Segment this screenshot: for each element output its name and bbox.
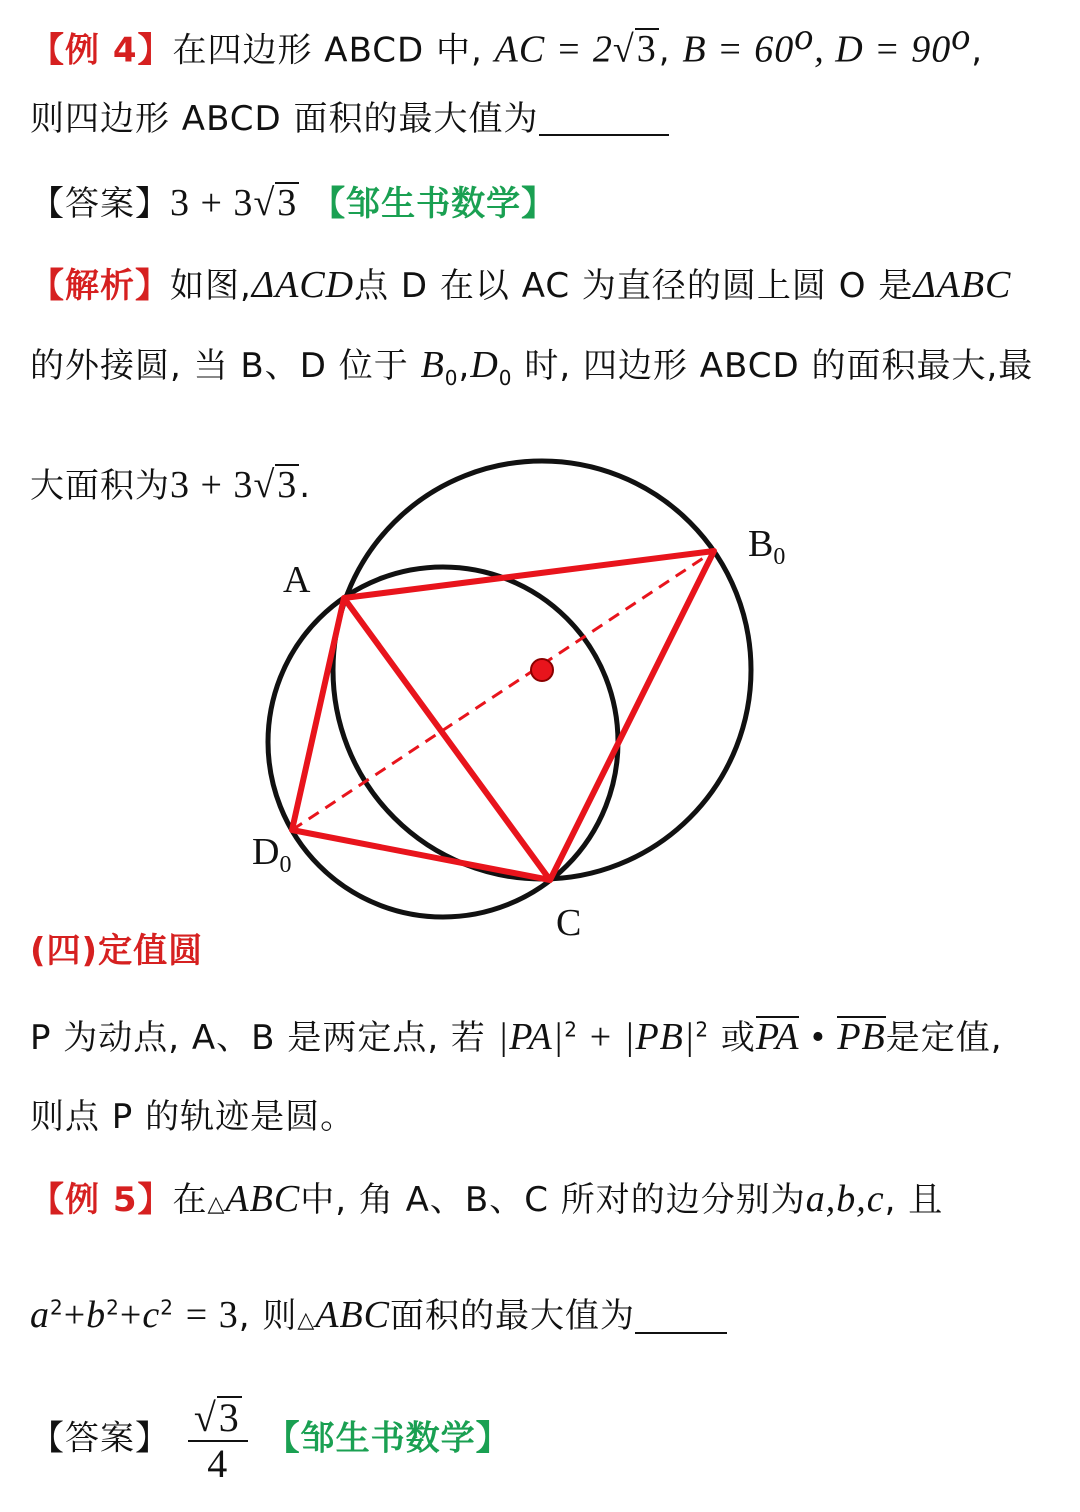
answer-blank-2 [635, 1302, 727, 1334]
circle-acd [268, 567, 618, 917]
diagonal-ac [344, 598, 550, 880]
ans4-value: 3 + 3 [170, 182, 254, 224]
ex4-ac-rad: 3 [636, 28, 657, 71]
ans4-tag: 【答案】 [30, 184, 170, 224]
ex4-ac: AC = 2 [494, 28, 613, 71]
sol4-line3: 大面积为3 + 3√3. [30, 464, 312, 506]
ex5-line2: $a^2+b^2+c^2 = 3$, 则△ABC面积的最大值为 [30, 1296, 727, 1334]
ex4-tag: 【例 4】 [30, 30, 173, 71]
quadrilateral [292, 551, 714, 880]
ans4-line: 【答案】3 + 3√3 【邹生书数学】 [30, 182, 557, 224]
label-d0: $D_0$ [252, 831, 292, 878]
section-title: (四)定值圆 [30, 931, 204, 971]
sec4-line2: 则点 P 的轨迹是圆。 [30, 1097, 356, 1137]
ex5-line1: 【例 5】在△ABC中, 角 A、B、C 所对的边分别为a,b,c, 且 [30, 1178, 944, 1220]
ex4-b: B = 60 [682, 28, 795, 71]
ex4-question: 则四边形 ABCD 面积的最大值为 [30, 99, 539, 139]
sec4-line1: P 为动点, A、B 是两定点, 若 $|PA|^2 + |PB|^2$ 或PA • PB是定值, [30, 1016, 1003, 1058]
label-a: A [283, 559, 311, 601]
ans5-tag: 【答案】 [30, 1418, 170, 1459]
ex5-tag: 【例 5】 [30, 1180, 173, 1220]
sol4-tag: 【解析】 [30, 266, 170, 306]
sol4-line2: 的外接圆, 当 B、D 位于 $B_0,D_0$ 时, 四边形 ABCD 的面积最大,最 [30, 344, 1034, 390]
center-point [531, 659, 553, 681]
ex4-d: , D = 90 [814, 28, 952, 71]
sol4-line1: 【解析】如图,ΔACD点 D 在以 AC 为直径的圆上圆 O 是ΔABC [30, 264, 1012, 306]
label-c: C [556, 902, 582, 944]
ans5-line [30, 1396, 511, 1484]
ans5-fraction: $\frac{√3}{4}$ [188, 1396, 248, 1484]
label-b0: $B_0$ [748, 523, 786, 570]
ex4-text: 在四边形 ABCD 中, [172, 30, 483, 71]
ans4-brand: 【邹生书数学】 [311, 184, 557, 224]
ex4-line1: 【例 4】在四边形 ABCD 中, AC = 2√3, $B = 60^o$, $D = 90^o$, [30, 16, 984, 71]
ans5-brand: 【邹生书数学】 [265, 1418, 511, 1459]
